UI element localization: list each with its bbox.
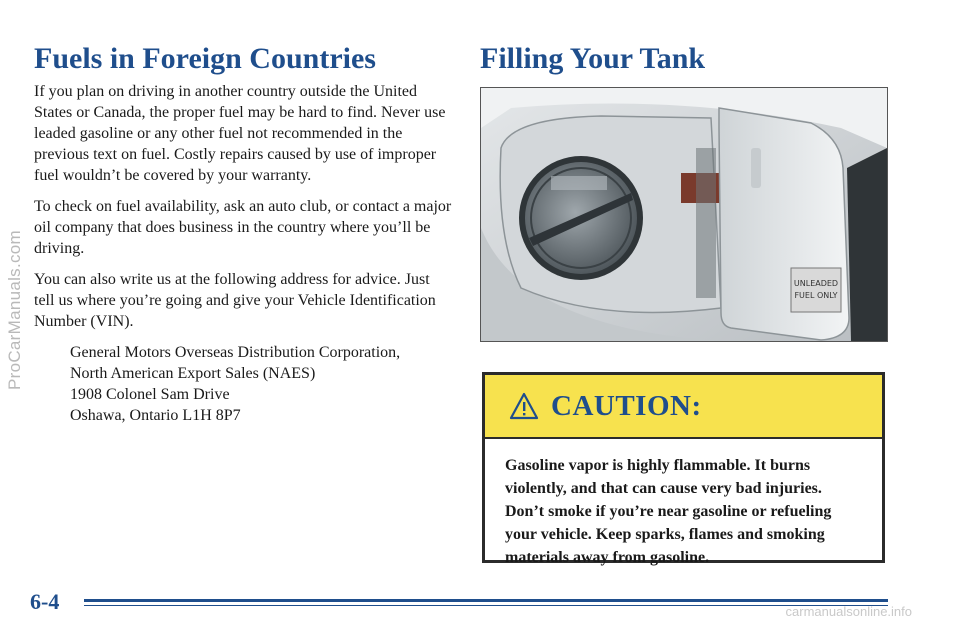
fuels-foreign-section xyxy=(34,81,452,426)
paragraph-availability: To check on fuel availability, ask an auto club, or contact a major oil company that does business in the country where you’ll be driving. xyxy=(34,198,452,257)
side-watermark xyxy=(0,0,30,620)
footer-rule-thin xyxy=(84,605,888,606)
fuel-door-photo xyxy=(480,87,888,342)
address-line: 1908 Colonel Sam Drive xyxy=(70,386,230,403)
address-line: Oshawa, Ontario L1H 8P7 xyxy=(70,407,241,424)
mailing-address xyxy=(70,342,452,426)
paragraph-intro: If you plan on driving in another country outside the United States or Canada, the proper fuel may be hard to find. Never use leaded gasoline or any other fuel not recommended in the previous text on fuel. Costly repairs caused by use of improper fuel wouldn’t be covered by your warranty. xyxy=(34,83,446,184)
footer-rule xyxy=(84,599,888,602)
heading-fuels-foreign: Fuels in Foreign Countries xyxy=(34,42,376,75)
heading-filling-tank: Filling Your Tank xyxy=(480,42,706,75)
page-number: 6-4 xyxy=(30,589,60,614)
fuel-door-illustration xyxy=(481,88,887,341)
footer-site-logo: carmanualsonline.info xyxy=(785,604,912,619)
address-line: General Motors Overseas Distribution Corporation, xyxy=(70,344,401,361)
caution-box xyxy=(482,372,885,566)
watermark-text: ProCarManuals.com xyxy=(5,229,25,391)
warning-triangle-icon xyxy=(509,392,539,420)
photo-label-line1: UNLEADED xyxy=(793,279,839,288)
paragraph-write-us: You can also write us at the following address for advice. Just tell us where you’re going and give your Vehicle Identification Number (VIN). xyxy=(34,271,436,330)
caution-text: Gasoline vapor is highly flammable. It burns violently, and that can cause very bad injuries. Don’t smoke if you’re near gasoline or refueling your vehicle. Keep sparks, flames and smoking materials away from gasoline. xyxy=(505,457,832,566)
photo-label-line2: FUEL ONLY xyxy=(794,291,838,300)
address-line: North American Export Sales (NAES) xyxy=(70,365,316,382)
caution-header xyxy=(485,375,882,439)
caution-title: CAUTION: xyxy=(551,389,702,422)
